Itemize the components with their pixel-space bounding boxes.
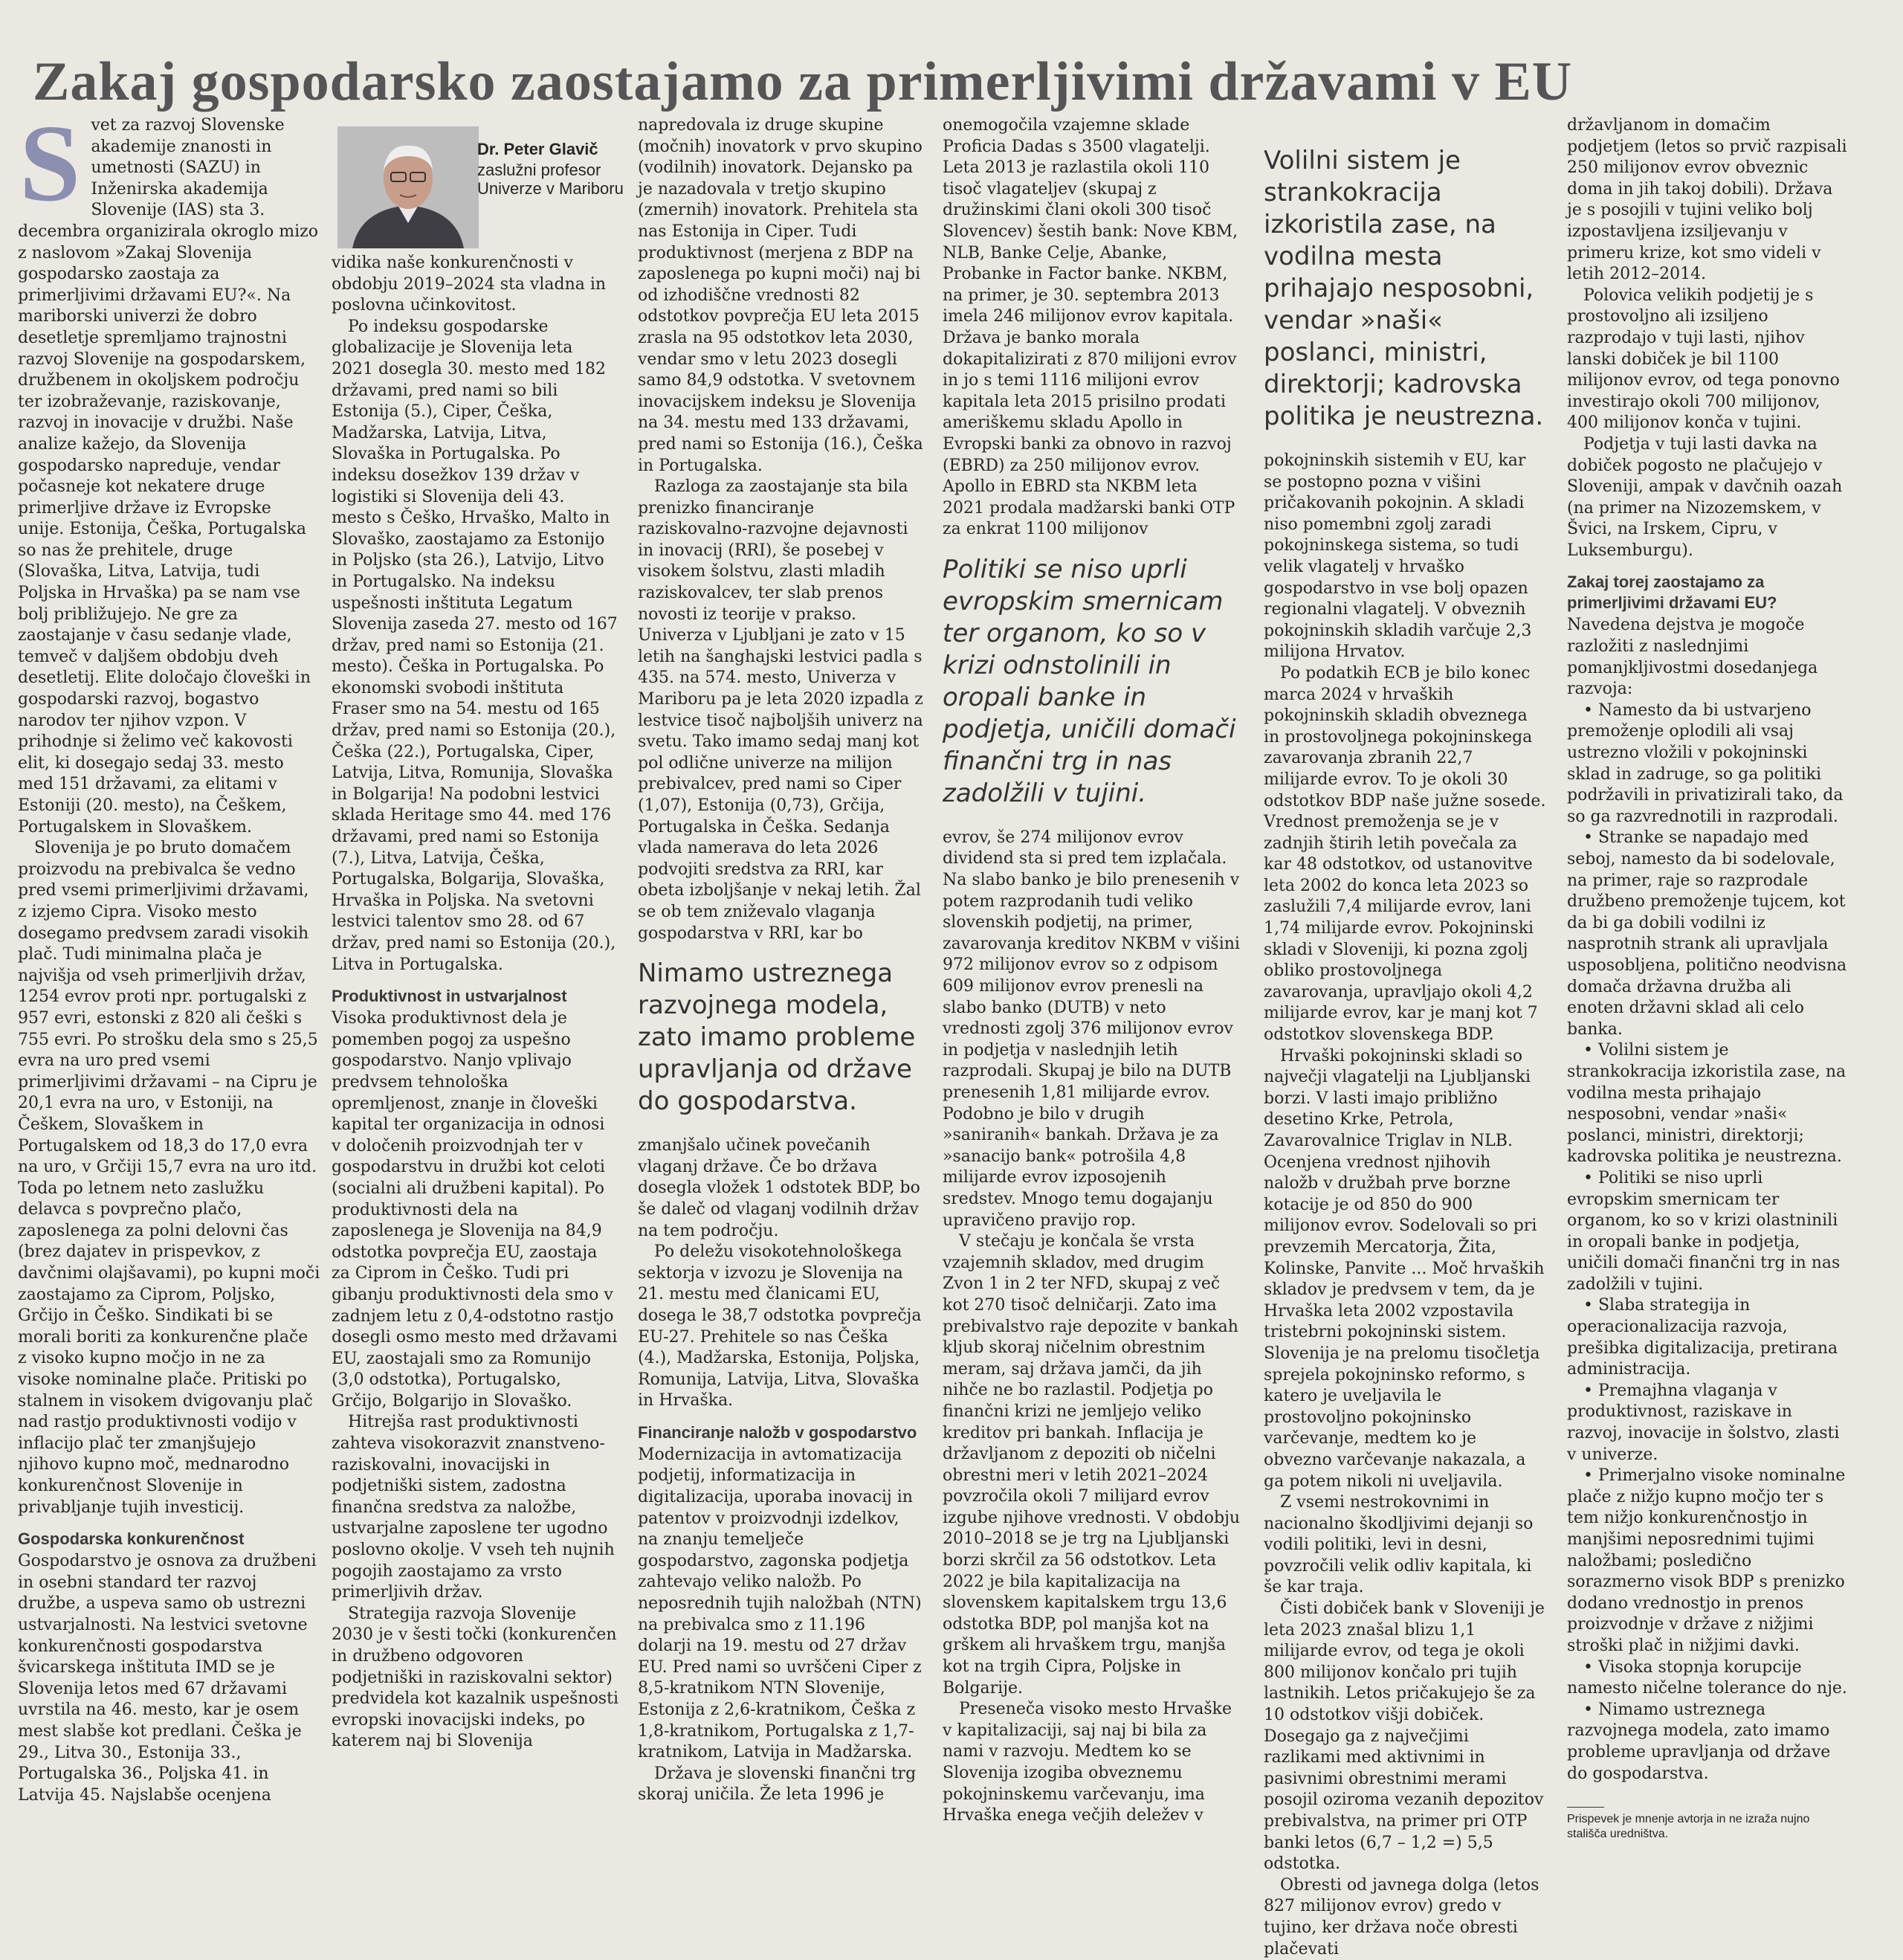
pull-quote: Politiki se niso uprli evropskim smernicam ter organom, ko so v krizi odnstolinili in oropali banke in podjetja, uničili domači finančni trg in nas zadolžili v tujini.: [943, 554, 1236, 808]
paragraph: Podjetja v tuji lasti davka na dobiček pogosto ne plačujejo v Sloveniji, ampak v davčnih oazah (na primer na Nizozemskem, v Švici, na Irskem, Cipru, v Luksemburgu).: [1567, 434, 1843, 560]
author-photo: [337, 126, 479, 248]
column-4: [943, 115, 1243, 1825]
paragraph: vet za razvoj Slovenske akademije znanosti in umetnosti (SAZU) in Inženirska akademija Slovenije (IAS) sta 3. decembra organizirala okroglo mizo z naslovom »Zakaj Slovenija gospodarsko zaostaja za primerljivimi državami EU?«. Na mariborski univerzi že dobro desetletje spremljamo trajnostni razvoj Slovenije na gospodarskem, družbenem in okoljskem področju ter izobraževanje, raziskovanje, razvoj in inovacije v družbi. Naše analize kažejo, da Slovenija gospodarsko napreduje, vendar počasneje kot nekatere druge primerljive države iz Evropske unije. Estonija, Češka, Portugalska so nas že prehitele, druge (Slovaška, Litva, Latvija, tudi Poljska in Hrvaška) pa se nam vse bolj približujejo. Ne gre za zaostajanje v času sedanje vlade, temveč v daljšem obdobju dveh desetletij. Elite določajo človeški in gospodarski razvoj, bogastvo narodov ter njihov vzpon. V prihodnje si želimo več kakovosti elit, ki dosegajo sedaj 33. mesto med 151 državami, za elitami v Estoniji (20. mesto), na Češkem, Portugalskem in Slovaškem.: [18, 116, 319, 836]
paragraph: Hitrejša rast produktivnosti zahteva visokorazvit znanstveno-raziskovalni, inovacijski in podjetniški sistem, zadostna finančna sredstva za naložbe, ustvarjalne zaposlene ter ugodno poslovno okolje. V vseh teh nujnih pogojih zaostajamo za vrsto primerljivih držav.: [332, 1413, 615, 1602]
paragraph: Obresti od javnega dolga (letos 827 milijonov evrov) gredo v tujino, ker država noče obresti plačevati: [1264, 1875, 1539, 1959]
paragraph: onemogočila vzajemne sklade Proficia Dadas s 3500 vlagatelji. Leta 2013 je razlastila okoli 110 tisoč vlagateljev (skupaj z družinskimi člani okoli 300 tisoč Slovencev) šestih bank: Nove KBM, NLB, Banke Celje, Abanke, Probanke in Factor banke. NKBM, na primer, je 30. septembra 2013 imela 246 milijonov evrov kapitala. Država je banko morala dokapitalizirati z 870 milijoni evrov in jo s temi 1116 milijoni evrov kapitala leta 2015 prisilno prodati ameriškemu skladu Apollo in Evropski banki za obnovo in razvoj (EBRD) za 250 milijonov evrov. Apollo in EBRD sta NKBM leta 2021 prodala madžarski banki OTP za enkrat 1100 milijonov: [943, 116, 1238, 539]
author-name: Dr. Peter Glavič: [477, 140, 598, 158]
list-item: • Nimamo ustreznega razvojnega modela, zato imamo probleme upravljanja od države do gospodarstva.: [1567, 1700, 1831, 1783]
paragraph: Po indeksu gospodarske globalizacije je Slovenija leta 2021 dosegla 30. mesto med 182 državami, pred nami so bili Estonija (5.), Ciper, Češka, Madžarska, Latvija, Litva, Slovaška in Portugalska. Po indeksu dosežkov 139 držav v logistiki si Slovenija deli 43. mesto s Češko, Hrvaško, Malto in Slovaško, zaostajamo za Estonijo in Poljsko (sta 26.), Latvijo, Litvo in Portugalsko. Na indeksu uspešnosti inštituta Legatum Slovenija zaseda 27. mesto od 167 držav, pred nami so Estonija (21. mesto). Češka in Portugalska. Po ekonomski svobodi inštituta Fraser smo na 54. mestu od 165 držav, pred nami so Estonija (20.), Češka (22.), Portugalska, Ciper, Latvija, Litva, Romunija, Slovaška in Bolgarija! Na podobni lestvici sklada Heritage smo 44. med 176 državami, pred nami so Estonija (7.), Litva, Latvija, Češka, Portugalska, Bolgarija, Slovaška, Hrvaška in Poljska. Na svetovni lestvici talentov smo 28. od 67 držav, pred nami so Estonija (20.), Litva in Portugalska.: [332, 317, 618, 974]
section-heading: Gospodarska konkurenčnost: [18, 1529, 245, 1549]
paragraph: napredovala iz druge skupine (močnih) inovatork v prvo skupino (vodilnih) inovatork. Dejansko pa je nazadovala v tretjo skupino (zmernih) inovatork. Prehitela sta nas Estonija in Ciper. Tudi produktivnost (merjena z BDP na zaposlenega po kupni moči) naj bi od izhodiščne vrednosti 82 odstotkov povprečja EU leta 2015 zrasla na 95 odstotkov leta 2030, vendar smo v letu 2023 dosegli samo 84,9 odstotka. V svetovnem inovacijskem indeksu je Slovenija na 34. mestu med 133 državami, pred nami so Estonija (16.), Češka in Portugalska.: [638, 116, 923, 475]
column-6: [1567, 115, 1849, 1841]
portrait-image: [337, 126, 479, 248]
paragraph: državljanom in domačim podjetjem (letos so prvič razpisali 250 milijonov evrov obveznic doma in jih takoj dobili). Država je s posojili v tujini veliko bolj izpostavljena izsiljevanju v primeru krize, kot smo videli v letih 2012–2014.: [1567, 116, 1847, 284]
section-heading: Zakaj torej zaostajamo za primerljivimi državami EU?: [1567, 573, 1777, 613]
section-heading: Produktivnost in ustvarjalnost: [332, 987, 567, 1006]
paragraph: Čisti dobiček bank v Sloveniji je leta 2023 znašal blizu 1,1 milijarde evrov, od tega je okoli 800 milijonov končalo pri tujih lastnikih. Letos pričakujejo še za 10 odstotkov višji dobiček. Dosegajo ga z največjimi razlikami med aktivnimi in pasivnimi obrestnimi merami posojil oziroma vezanih depozitov prebivalstva, na primer pri OTP banki letos (6,7 – 1,2 =) 5,5 odstotka.: [1264, 1599, 1545, 1874]
list-item: • Premajhna vlaganja v produktivnost, raziskave in razvoj, inovacije in šolstvo, zlasti v univerze.: [1567, 1381, 1840, 1464]
paragraph: Modernizacija in avtomatizacija podjetij, informatizacija in digitalizacija, uporaba inovacij in patentov v proizvodnji izdelkov, na znanju temelječe gospodarstvo, zagonska podjetja zahtevajo veliko naložb. Po neposrednih tujih naložbah (NTN) na prebivalca smo z 11.196 dolarji na 19. mestu od 27 držav EU. Pred nami so uvrščeni Ciper z 8,5-kratnikom NTN Slovenije, Estonija z 2,6-kratnikom, Češka z 1,8-kratnikom, Portugalska z 1,7-kratnikom, Latvija in Madžarska.: [638, 1445, 922, 1762]
paragraph: V stečaju je končala še vrsta vzajemnih skladov, med drugim Zvon 1 in 2 ter NFD, skupaj z več kot 270 tisoč delničarji. Zato ima prebivalstvo raje depozite v bankah kljub skoraj ničelnim obrestnim meram, saj država jamči, da jih nihče ne bo razlastil. Podjetja po finančni krizi ne jemljejo veliko kreditov pri bankah. Inflacija je državljanom z depoziti ob ničelni obrestni meri v letih 2021–2024 povzročila okoli 7 milijard evrov izgube njihove vrednosti. V obdobju 2010–2018 se je trg na Ljubljanski borzi skrčil za 56 odstotkov. Leta 2022 je bila kapitalizacija na slovenskem kapitalskem trgu 13,6 odstotka BDP, pol manjša kot na grškem ali hrvaškem trgu, manjša kot na trgih Cipra, Poljske in Bolgarije.: [943, 1232, 1241, 1698]
paragraph: Razloga za zaostajanje sta bila prenizko financiranje raziskovalno-razvojne dejavnosti in inovacij (RRI), še posebej v visokem šolstvu, zlasti mladih raziskovalcev, ter slab prenos novosti iz teorije v prakso. Univerza v Ljubljani je zato v 15 letih na šanghajski lestvici padla s 435. na 574. mesto, Univerza v Mariboru pa je leta 2020 izpadla z lestvice tisoč najboljših univerz na svetu. Tako imamo sedaj manj kot pol odlične univerze na milijon prebivalcev, pred nami so Ciper (1,07), Estonija (0,73), Grčija, Portugalska in Češka. Sedanja vlada namerava do leta 2026 podvojiti sredstva za RRI, kar obeta izboljšanje v nekaj letih. Žal se ob tem zniževalo vlaganja gospodarstva v RRI, kar bo: [638, 477, 923, 943]
paragraph: Slovenija je po bruto domačem proizvodu na prebivalca še vedno pred vsemi primerljivimi državami, z izjemo Cipra. Visoko mesto dosegamo predvsem zaradi visokih plač. Tudi minimalna plača je najvišja od vseh primerljivih držav, 1254 evrov proti npr. portugalski z 957 evri, estonski z 820 ali češki s 755 evri. Po strošku dela smo s 25,5 evra na uro pred vsemi primerljivimi državami – na Cipru je 20,1 evra na uro, v Estoniji, na Češkem, Slovaškem in Portugalskem od 18,3 do 17,0 evra na uro, v Grčiji 15,7 evra na uro itd. Toda po letnem neto zaslužku delavca s povprečno plačo, zaposlenega za polni delovni čas (brez dajatev in prispevkov, z davčnimi olajšavami), po kupni moči zaostajamo za Ciprom, Poljsko, Grčijo in Češko. Sindikati bi se morali boriti za konkurenčne plače z visoko kupno močjo in ne za visoke nominalne plače. Pritiski po stalnem in visokem dvigovanju plač nad rastjo produktivnosti vodijo v inflacijo plač ter zmanjšujejo njihovo kupno moč, mednarodno konkurenčnost Slovenije in privabljanje tujih investicij.: [18, 839, 320, 1517]
paragraph: pokojninskih sistemih v EU, kar se postopno pozna v višini pričakovanih pokojnin. A skladi niso pomembni zgolj zaradi pokojninskega sistema, so tudi velik vlagatelj v hrvaško gospodarstvo in vse bolj opazen regionalni vlagatelj. V obveznih pokojninskih skladih varčuje 2,3 milijona Hrvatov.: [1264, 451, 1532, 662]
paragraph: Visoka produktivnost dela je pomemben pogoj za uspešno gospodarstvo. Nanjo vplivajo predvsem tehnološka opremljenost, znanje in človeški kapital ter organizacija in odnosi v določenih proizvodnjah ter v gospodarstvu in družbi kot celoti (socialni ali družbeni kapital). Po produktivnosti dela na zaposlenega je Slovenija na 84,9 odstotka povprečja EU, zaostaja za Ciprom in Češko. Tudi pri gibanju produktivnosti dela smo v zadnjem letu z 0,4-odstotno rastjo dosegli osmo mesto med državami EU, zaostajali smo za Romunijo (3,0 odstotka), Portugalsko, Grčijo, Bolgarijo in Slovaško.: [332, 1009, 618, 1411]
paragraph: Po deležu visokotehnološkega sektorja v izvozu je Slovenija na 21. mestu med članicami EU, dosega le 38,7 odstotka povprečja EU-27. Prehitele so nas Češka (4.), Madžarska, Estonija, Poljska, Romunija, Latvija, Litva, Slovaška in Hrvaška.: [638, 1242, 922, 1411]
paragraph: Gospodarstvo je osnova za družbeni in osebni standard ter razvoj družbe, a uspeva samo ob ustrezni ustvarjalnosti. Na lestvici svetovne konkurenčnosti gospodarstva švicarskega inštituta IMD se je Slovenija letos med 67 državami uvrstila na 46. mesto, kar je osem mest slabše kot predlani. Češka je 29., Litva 30., Estonija 33., Portugalska 36., Poljska 41. in Latvija 45. Najslabše ocenjena: [18, 1552, 317, 1805]
divider: [1567, 1807, 1604, 1808]
headline: Zakaj gospodarsko zaostajamo za primerljivimi državami v EU: [33, 51, 1573, 112]
list-item: • Slaba strategija in operacionalizacija razvoja, prešibka digitalizacija, pretirana administracija.: [1567, 1296, 1838, 1379]
column-5: [1264, 115, 1546, 1959]
column-1: [18, 103, 321, 1805]
paragraph: Strategija razvoja Slovenije 2030 je v šesti točki (konkurenčen in družbeno odgovoren podjetniški in raziskovalni sektor) predvidela kot kazalnik uspešnosti evropski inovacijski indeks, po katerem naj bi Slovenija: [332, 1604, 618, 1751]
drop-cap: S: [19, 103, 81, 225]
paragraph: Z vsemi nestrokovnimi in nacionalno škodljivimi dejanji so vodili politiki, levi in desni, povzročili velik odliv kapitala, ki še kar traja.: [1264, 1493, 1534, 1597]
editorial-note: [1567, 1807, 1849, 1842]
list-item: • Stranke se napadajo med seboj, namesto da bi sodelovale, na primer, raje so razprodale družbeno premoženje tujcem, kot da bi ga dobili vodilni iz nasprotnih strank ali upravljala usposobljena, politično neodvisna domača državna družba ali enoten državni sklad ali celo banka.: [1567, 828, 1847, 1039]
paragraph: Hrvaški pokojninski skladi so največji vlagatelji na Ljubljanski borzi. V lasti imajo približno desetino Krke, Petrola, Zavarovalnice Triglav in NLB. Ocenjena vrednost njihovih naložb v družbah prve borzne kotacije je od 850 do 900 milijonov evrov. Sodelovali so pri prevzemih Mercatorja, Žita, Kolinske, Panvite ... Moč hrvaških skladov je predvsem v tem, da je Hrvaška leta 2002 vzpostavila tristebrni pokojninski sistem. Slovenija je na prelomu tisočletja sprejela pokojninsko reformo, s katero je uveljavila le prostovoljno pokojninsko varčevanje, medtem ko je obvezno varčevanje nakazala, a ga potem nikoli ni uveljavila.: [1264, 1046, 1545, 1491]
list-item: • Volilni sistem je strankokracija izkoristila zase, na vodilna mesta prihajajo nesposobni, vendar »naši« poslanci, ministri, direktorji; kadrovska politika je neustrezna.: [1567, 1041, 1847, 1167]
paragraph: Država je slovenski finančni trg skoraj uničila. Že leta 1996 je: [638, 1764, 917, 1805]
editorial-note-text: Prispevek je mnenje avtorja in ne izraža nujno stališča uredništva.: [1567, 1813, 1810, 1841]
paragraph: vidika naše konkurenčnosti v obdobju 2019–2024 sta vladna in poslovna učinkovitost.: [332, 254, 607, 315]
column-3: [638, 115, 923, 1805]
pull-quote: Nimamo ustreznega razvojnega modela, zato imamo probleme upravljanja od države do gospodarstva.: [638, 958, 916, 1117]
paragraph: zmanjšalo učinek povečanih vlaganj države. Če bo država dosegla vložek 1 odstotek BDP, bo še daleč od vlaganj vodilnih držav na tem področju.: [638, 1136, 920, 1240]
author-box: [337, 126, 624, 248]
paragraph: evrov, še 274 milijonov evrov dividend sta si pred tem izplačala. Na slabo banko je bilo prenesenih v potem razprodanih tudi veliko slovenskih podjetij, na primer, zavarovanja kreditov NKBM v višini 972 milijonov evrov so z odpisom 609 milijonov evrov prenesli na slabo banko (DUTB) v neto vrednosti zgolj 376 milijonov evrov in podjetja v naslednjih letih razprodali. Skupaj je bilo na DUTB prenesenih 1,81 milijarde evrov. Podobno je bilo v drugih »saniranih« bankah. Država je za »sanacijo bank« potrošila 4,8 milijarde evrov izposojenih sredstev. Mnogo temu dogajanju upravičeno pravijo rop.: [943, 828, 1240, 1230]
section-heading: Financiranje naložb v gospodarstvo: [638, 1422, 917, 1442]
list-item: • Namesto da bi ustvarjeno premoženje oplodili ali vsaj ustrezno vložili v pokojninski sklad in zadruge, so ga politiki podržavili in privatizirali tako, da so ga razvrednotili in razprodali.: [1567, 700, 1844, 826]
paragraph: Po podatkih ECB je bilo konec marca 2024 v hrvaških pokojninskih skladih obveznega in prostovoljnega pokojninskega zavarovanja zbranih 22,7 milijarde evrov. To je okoli 30 odstotkov BDP naše južne sosede. Vrednost premoženja se je v zadnjih štirih letih povečala za kar 48 odstotkov, od ustanovitve leta 2002 do konca leta 2023 so zaslužili 7,4 milijarde evrov, lani 1,74 milijarde evrov. Pokojninski skladi v Sloveniji, ki pozna zgolj obliko prostovoljnega zavarovanja, upravljajo okoli 4,2 milijarde evrov, kar je manj kot 7 odstotkov slovenskega BDP.: [1264, 663, 1546, 1045]
list-item: • Visoka stopnja korupcije namesto ničelne tolerance do nje.: [1567, 1657, 1847, 1698]
author-role: zaslužni profesor Univerze v Mariboru: [477, 161, 624, 198]
list-item: • Politiki se niso uprli evropskim smernicam ter organom, ko so v krizi olastninili in oropali banke in podjetja, uničili domači finančni trg in nas zadolžili v tujini.: [1567, 1168, 1841, 1294]
paragraph: Preseneča visoko mesto Hrvaške v kapitalizaciji, saj naj bi bila za nami v razvoju. Medtem ko se Slovenija izogiba obveznemu pokojninskemu varčevanju, ima Hrvaška enega večjih deležev v: [943, 1700, 1232, 1825]
pull-quote: Volilni sistem je strankokracija izkoristila zase, na vodilna mesta prihajajo nesposobni, vendar »naši« poslanci, ministri, direktorji; kadrovska politika je neustrezna.: [1264, 146, 1544, 431]
list-item: • Primerjalno visoke nominalne plače z nižjo kupno močjo ter s tem nižjo konkurenčnostjo in manjšimi neposrednimi tujimi naložbami; posledično sorazmerno visok BDP s prenizko dodano vrednostjo in prenos proizvodnje v države z nižjimi stroški plač in nižjimi davki.: [1567, 1466, 1846, 1655]
paragraph: Polovica velikih podjetij je s prostovoljno ali izsiljeno razprodajo v tuji lasti, njihov lanski dobiček je bil 1100 milijonov evrov, od tega ponovno investirajo okoli 700 milijonov, 400 milijonov konča v tujini.: [1567, 286, 1840, 433]
paragraph: Navedena dejstva je mogoče razložiti z naslednjimi pomanjkljivostmi dosedanjega razvoja:: [1567, 616, 1818, 699]
column-2: [332, 253, 618, 1751]
